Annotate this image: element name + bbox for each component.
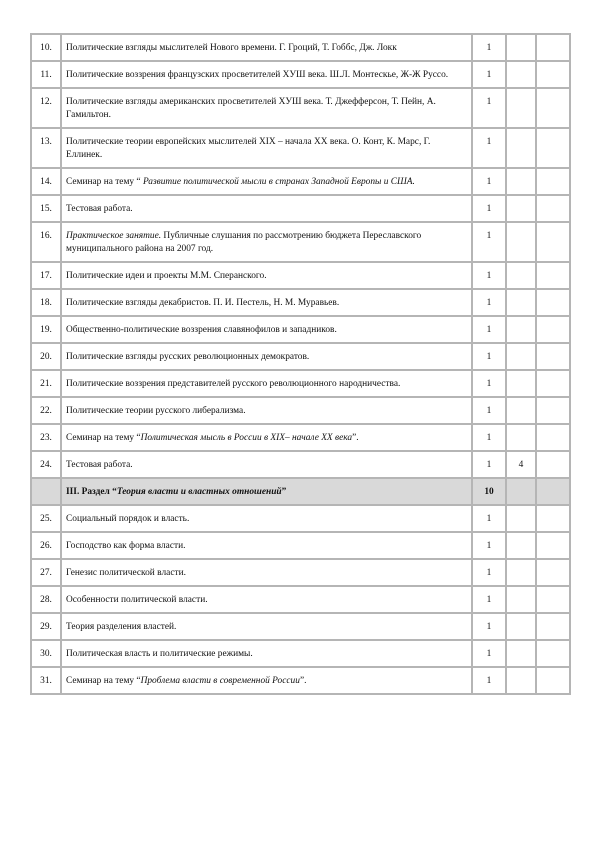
blank-cell <box>536 397 570 424</box>
table-row <box>31 559 570 586</box>
topic-cell <box>61 532 472 559</box>
hours-cell: 1 <box>472 88 506 128</box>
extra-hours-cell <box>506 532 536 559</box>
blank-cell <box>536 532 570 559</box>
topic-cell <box>61 316 472 343</box>
table-row <box>31 34 570 61</box>
row-number: 11. <box>31 61 61 88</box>
topic-text: Теория разделения властей. <box>66 622 177 632</box>
topic-cell <box>61 451 472 478</box>
table-row <box>31 640 570 667</box>
extra-hours-cell <box>506 424 536 451</box>
hours-cell: 1 <box>472 316 506 343</box>
topic-italic-text: Развитие политической мысли в странах Западной Европы и США. <box>142 177 415 187</box>
blank-cell <box>536 424 570 451</box>
topic-cell <box>61 586 472 613</box>
topic-text: ”. <box>352 433 359 443</box>
topic-text: Политические воззрения французских просветителей XУШ века. Ш.Л. Монтескье, Ж-Ж Руссо. <box>66 70 449 80</box>
topic-cell <box>61 262 472 289</box>
topic-cell <box>61 505 472 532</box>
hours-cell: 1 <box>472 397 506 424</box>
table-row <box>31 451 570 478</box>
row-number: 12. <box>31 88 61 128</box>
topic-cell <box>61 289 472 316</box>
topic-text: Политические взгляды декабристов. П. И. Пестель, Н. М. Муравьев. <box>66 298 340 308</box>
topic-text: Социальный порядок и власть. <box>66 514 190 524</box>
topic-italic-text: Политическая мысль в России в XIX– начале XX века <box>140 433 353 443</box>
blank-cell <box>536 667 570 694</box>
topic-cell <box>61 34 472 61</box>
hours-cell: 1 <box>472 222 506 262</box>
blank-cell <box>536 195 570 222</box>
topic-text: Общественно-политические воззрения славянофилов и западников. <box>66 325 337 335</box>
table-row <box>31 424 570 451</box>
curriculum-table <box>30 33 571 695</box>
topic-italic-text: Теория власти и властных отношений <box>116 487 282 497</box>
topic-text: Генезис политической власти. <box>66 568 186 578</box>
extra-hours-cell <box>506 316 536 343</box>
topic-cell <box>61 640 472 667</box>
extra-hours-cell <box>506 505 536 532</box>
topic-cell <box>61 222 472 262</box>
hours-cell: 1 <box>472 128 506 168</box>
topic-cell <box>61 424 472 451</box>
row-number: 30. <box>31 640 61 667</box>
row-number: 29. <box>31 613 61 640</box>
extra-hours-cell <box>506 88 536 128</box>
hours-cell: 1 <box>472 343 506 370</box>
row-number: 20. <box>31 343 61 370</box>
row-number: 23. <box>31 424 61 451</box>
topic-text: Семинар на тему “ <box>66 433 141 443</box>
topic-italic-text: Проблема власти в современной России <box>140 676 300 686</box>
table-row <box>31 505 570 532</box>
row-number: 22. <box>31 397 61 424</box>
extra-hours-cell: 4 <box>506 451 536 478</box>
extra-hours-cell <box>506 613 536 640</box>
table-row <box>31 195 570 222</box>
blank-cell <box>536 222 570 262</box>
topic-text: Особенности политической власти. <box>66 595 208 605</box>
table-row <box>31 168 570 195</box>
table-row <box>31 532 570 559</box>
table-row <box>31 289 570 316</box>
extra-hours-cell <box>506 262 536 289</box>
extra-hours-cell <box>506 61 536 88</box>
topic-italic-text: Практическое занятие. <box>66 231 162 241</box>
blank-cell <box>536 451 570 478</box>
hours-cell: 1 <box>472 532 506 559</box>
extra-hours-cell <box>506 289 536 316</box>
extra-hours-cell <box>506 478 536 505</box>
topic-text: III. Раздел “ <box>66 487 117 497</box>
hours-cell: 1 <box>472 667 506 694</box>
blank-cell <box>536 61 570 88</box>
extra-hours-cell <box>506 195 536 222</box>
topic-cell <box>61 195 472 222</box>
row-number <box>31 478 61 505</box>
blank-cell <box>536 640 570 667</box>
row-number: 18. <box>31 289 61 316</box>
topic-cell <box>61 128 472 168</box>
hours-cell: 1 <box>472 451 506 478</box>
extra-hours-cell <box>506 128 536 168</box>
row-number: 27. <box>31 559 61 586</box>
curriculum-page <box>30 33 569 695</box>
hours-cell: 1 <box>472 424 506 451</box>
blank-cell <box>536 168 570 195</box>
hours-cell: 1 <box>472 34 506 61</box>
extra-hours-cell <box>506 370 536 397</box>
table-row <box>31 222 570 262</box>
row-number: 14. <box>31 168 61 195</box>
hours-cell: 1 <box>472 195 506 222</box>
table-row <box>31 613 570 640</box>
table-row <box>31 128 570 168</box>
table-row <box>31 343 570 370</box>
blank-cell <box>536 370 570 397</box>
topic-cell <box>61 667 472 694</box>
extra-hours-cell <box>506 34 536 61</box>
extra-hours-cell <box>506 222 536 262</box>
row-number: 25. <box>31 505 61 532</box>
topic-text: Политические теории европейских мыслителей XIX – начала XX века. О. Конт, К. Марс, Г. Еллинек. <box>66 137 431 160</box>
blank-cell <box>536 586 570 613</box>
curriculum-rows <box>31 34 570 694</box>
blank-cell <box>536 343 570 370</box>
hours-cell: 1 <box>472 370 506 397</box>
topic-cell <box>61 168 472 195</box>
row-number: 26. <box>31 532 61 559</box>
extra-hours-cell <box>506 168 536 195</box>
blank-cell <box>536 128 570 168</box>
topic-text: ” <box>281 487 287 497</box>
table-row <box>31 397 570 424</box>
section-header-row <box>31 478 570 505</box>
blank-cell <box>536 289 570 316</box>
topic-cell <box>61 613 472 640</box>
row-number: 17. <box>31 262 61 289</box>
table-row <box>31 316 570 343</box>
row-number: 24. <box>31 451 61 478</box>
table-row <box>31 586 570 613</box>
topic-text: ”. <box>299 676 307 686</box>
blank-cell <box>536 316 570 343</box>
blank-cell <box>536 613 570 640</box>
blank-cell <box>536 262 570 289</box>
table-row <box>31 61 570 88</box>
row-number: 31. <box>31 667 61 694</box>
row-number: 13. <box>31 128 61 168</box>
extra-hours-cell <box>506 586 536 613</box>
topic-text: Публичные слушания по рассмотрению бюджета Переславского муниципального района на 2007 год. <box>66 231 422 254</box>
topic-text: Семинар на тему “ <box>66 676 141 686</box>
extra-hours-cell <box>506 343 536 370</box>
topic-text: Политические взгляды американских просветителей XУШ века. Т. Джефферсон, Т. Пейн, А. Гамильтон. <box>66 97 436 120</box>
topic-text: Семинар на тему “ <box>66 177 143 187</box>
blank-cell <box>536 559 570 586</box>
blank-cell <box>536 505 570 532</box>
topic-cell <box>61 88 472 128</box>
topic-text: Господство как форма власти. <box>66 541 186 551</box>
hours-cell: 1 <box>472 505 506 532</box>
hours-cell: 1 <box>472 559 506 586</box>
topic-text: Тестовая работа. <box>66 204 133 214</box>
row-number: 19. <box>31 316 61 343</box>
topic-text: Политические теории русского либерализма. <box>66 406 246 416</box>
topic-cell <box>61 478 472 505</box>
extra-hours-cell <box>506 667 536 694</box>
hours-cell: 1 <box>472 586 506 613</box>
hours-cell: 1 <box>472 613 506 640</box>
topic-text: Политические идеи и проекты М.М. Сперанского. <box>66 271 267 281</box>
topic-text: Политическая власть и политические режимы. <box>66 649 253 659</box>
table-row <box>31 370 570 397</box>
hours-cell: 1 <box>472 289 506 316</box>
topic-cell <box>61 61 472 88</box>
hours-cell: 1 <box>472 61 506 88</box>
row-number: 28. <box>31 586 61 613</box>
topic-cell <box>61 343 472 370</box>
table-row <box>31 88 570 128</box>
table-row <box>31 667 570 694</box>
row-number: 10. <box>31 34 61 61</box>
extra-hours-cell <box>506 397 536 424</box>
topic-text: Политические воззрения представителей русского революционного народничества. <box>66 379 401 389</box>
table-row <box>31 262 570 289</box>
hours-cell: 1 <box>472 168 506 195</box>
topic-cell <box>61 370 472 397</box>
topic-text: Политические взгляды мыслителей Нового времени. Г. Гроций, Т. Гоббс, Дж. Локк <box>66 43 397 53</box>
extra-hours-cell <box>506 640 536 667</box>
row-number: 15. <box>31 195 61 222</box>
topic-text: Политические взгляды русских революционных демократов. <box>66 352 310 362</box>
blank-cell <box>536 88 570 128</box>
blank-cell <box>536 34 570 61</box>
blank-cell <box>536 478 570 505</box>
topic-cell <box>61 397 472 424</box>
topic-text: Тестовая работа. <box>66 460 133 470</box>
hours-cell: 10 <box>472 478 506 505</box>
hours-cell: 1 <box>472 640 506 667</box>
extra-hours-cell <box>506 559 536 586</box>
hours-cell: 1 <box>472 262 506 289</box>
row-number: 21. <box>31 370 61 397</box>
topic-cell <box>61 559 472 586</box>
row-number: 16. <box>31 222 61 262</box>
